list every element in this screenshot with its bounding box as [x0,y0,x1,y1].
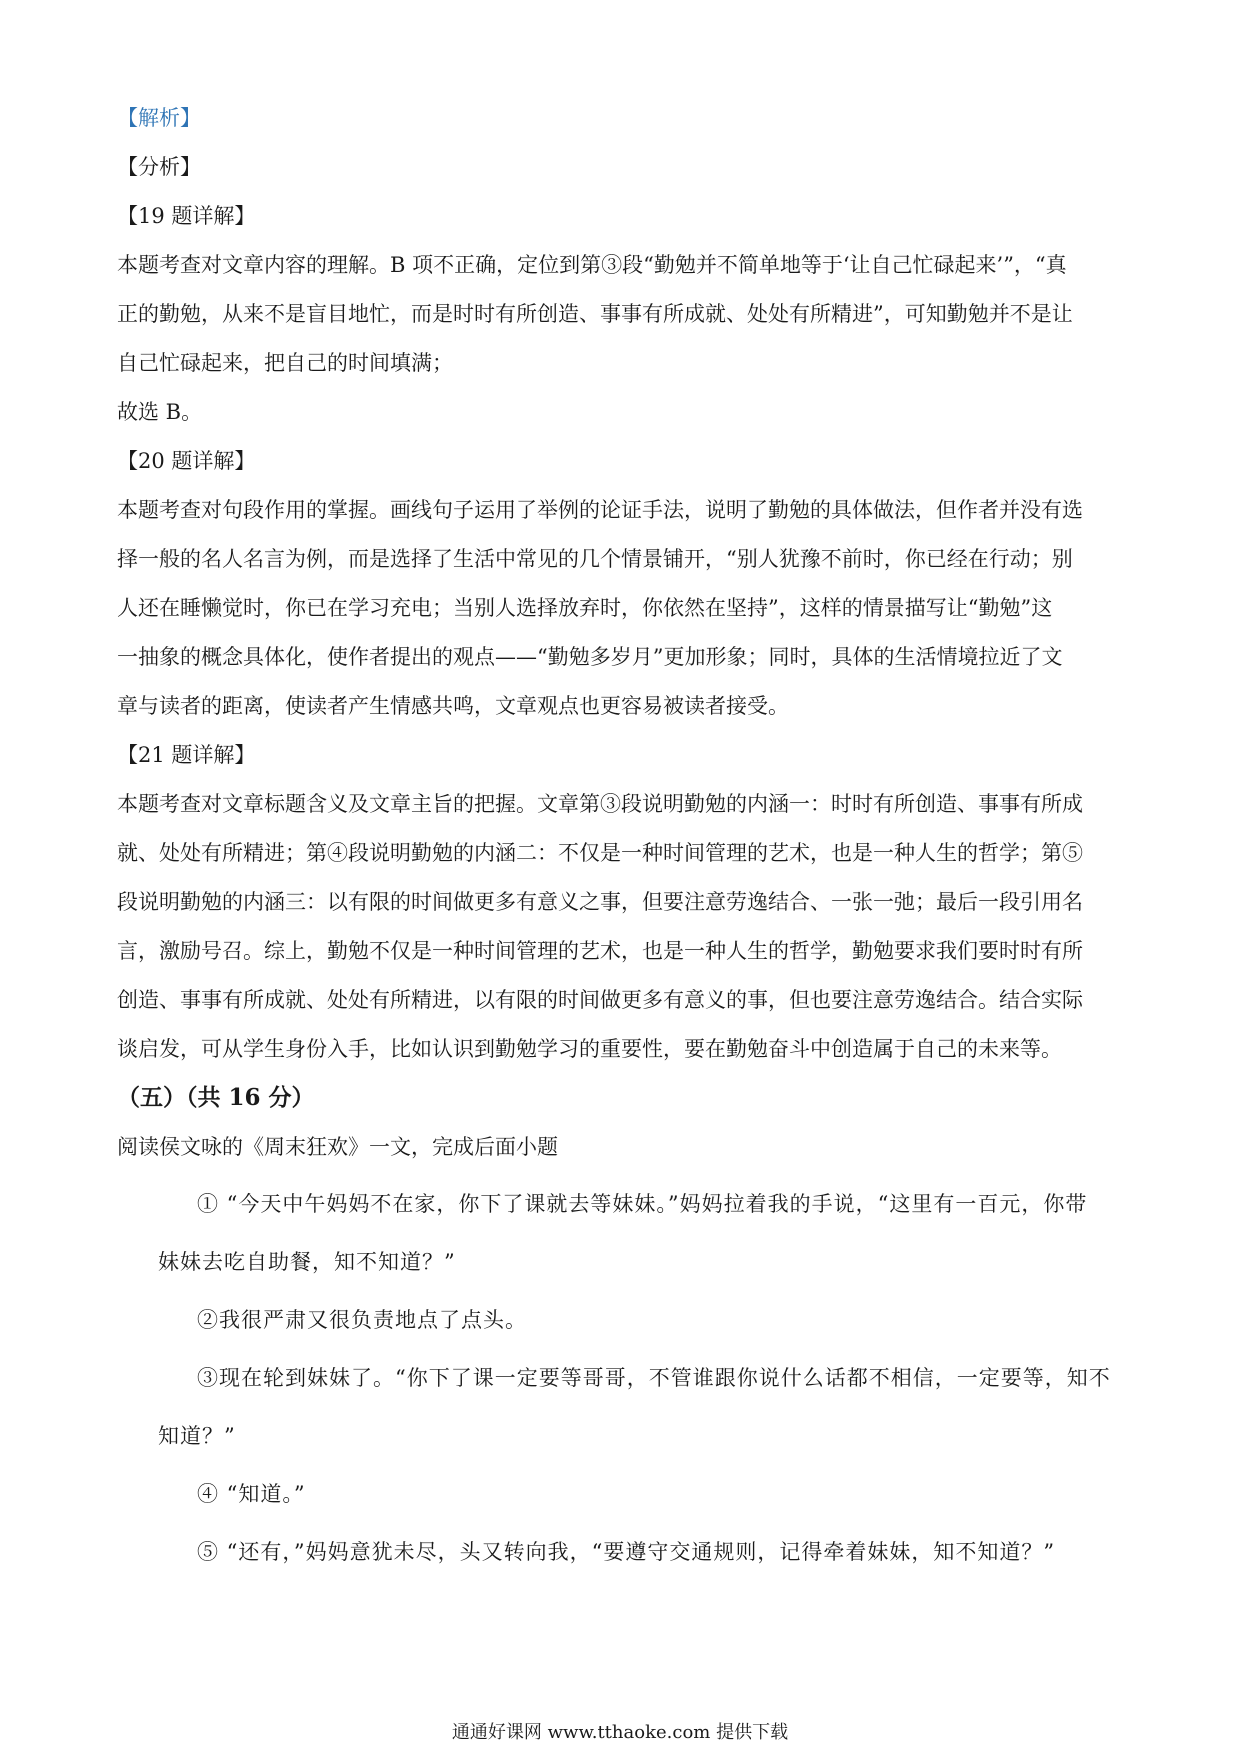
q21-line: 就、处处有所精进；第④段说明勤勉的内涵二：不仅是一种时间管理的艺术，也是一种人生的哲学；第⑤ [117,841,1083,865]
q19-heading: 【19 题详解】 [117,204,256,228]
q21-line: 创造、事事有所成就、处处有所精进，以有限的时间做更多有意义的事，但也要注意劳逸结合。结合实际 [117,988,1083,1012]
section-intro: 阅读侯文咏的《周末狂欢》一文，完成后面小题 [117,1135,558,1159]
story-paragraph: 妹妹去吃自助餐，知不知道？” [158,1250,456,1274]
q21-line: 段说明勤勉的内涵三：以有限的时间做更多有意义之事，但要注意劳逸结合、一张一弛；最后一段引用名 [117,890,1083,914]
q21-line: 谈启发，可从学生身份入手，比如认识到勤勉学习的重要性，要在勤勉奋斗中创造属于自己的未来等。 [117,1037,1062,1061]
story-paragraph: ① “今天中午妈妈不在家，你下了课就去等妹妹。”妈妈拉着我的手说，“这里有一百元，你带 [197,1192,1088,1216]
q21-heading: 【21 题详解】 [117,743,256,767]
footer-text: 通通好课网 www.tthaoke.com 提供下载 [451,1722,789,1743]
fenxi-tag: 【分析】 [117,155,201,179]
analysis-tag: 【解析】 [117,106,201,130]
story-paragraph: ⑤ “还有，”妈妈意犹未尽，头又转向我，“要遵守交通规则，记得牵着妹妹，知不知道？” [197,1540,1056,1564]
story-paragraph: ②我很严肃又很负责地点了点头。 [197,1308,527,1332]
q19-line: 正的勤勉，从来不是盲目地忙，而是时时有所创造、事事有所成就、处处有所精进”，可知勤勉并不是让 [117,302,1073,326]
q20-line: 人还在睡懒觉时，你已在学习充电；当别人选择放弃时，你依然在坚持”，这样的情景描写让“勤勉”这 [117,596,1053,620]
story-paragraph: 知道？” [158,1424,236,1448]
q21-line: 言，激励号召。综上，勤勉不仅是一种时间管理的艺术，也是一种人生的哲学，勤勉要求我们要时时有所 [117,939,1083,963]
section-title: （五）（共 16 分） [117,1084,315,1111]
q20-line: 章与读者的距离，使读者产生情感共鸣，文章观点也更容易被读者接受。 [117,694,789,718]
q21-line: 本题考查对文章标题含义及文章主旨的把握。文章第③段说明勤勉的内涵一：时时有所创造、事事有所成 [117,792,1083,816]
q19-line: 故选 B。 [117,400,203,424]
q20-line: 本题考查对句段作用的掌握。画线句子运用了举例的论证手法，说明了勤勉的具体做法，但作者并没有选 [117,498,1083,522]
story-paragraph: ④ “知道。” [197,1482,306,1506]
q19-line: 自己忙碌起来，把自己的时间填满； [117,351,453,375]
q20-line: 一抽象的概念具体化，使作者提出的观点——“勤勉多岁月”更加形象；同时，具体的生活情境拉近了文 [117,645,1063,669]
q19-line: 本题考查对文章内容的理解。B 项不正确，定位到第③段“勤勉并不简单地等于‘让自己忙碌起来’”，“真 [117,253,1067,277]
q20-line: 择一般的名人名言为例，而是选择了生活中常见的几个情景铺开，“别人犹豫不前时，你已经在行动；别 [117,547,1073,571]
q20-heading: 【20 题详解】 [117,449,256,473]
story-paragraph: ③现在轮到妹妹了。“你下了课一定要等哥哥，不管谁跟你说什么话都不相信，一定要等，知不 [197,1366,1111,1390]
